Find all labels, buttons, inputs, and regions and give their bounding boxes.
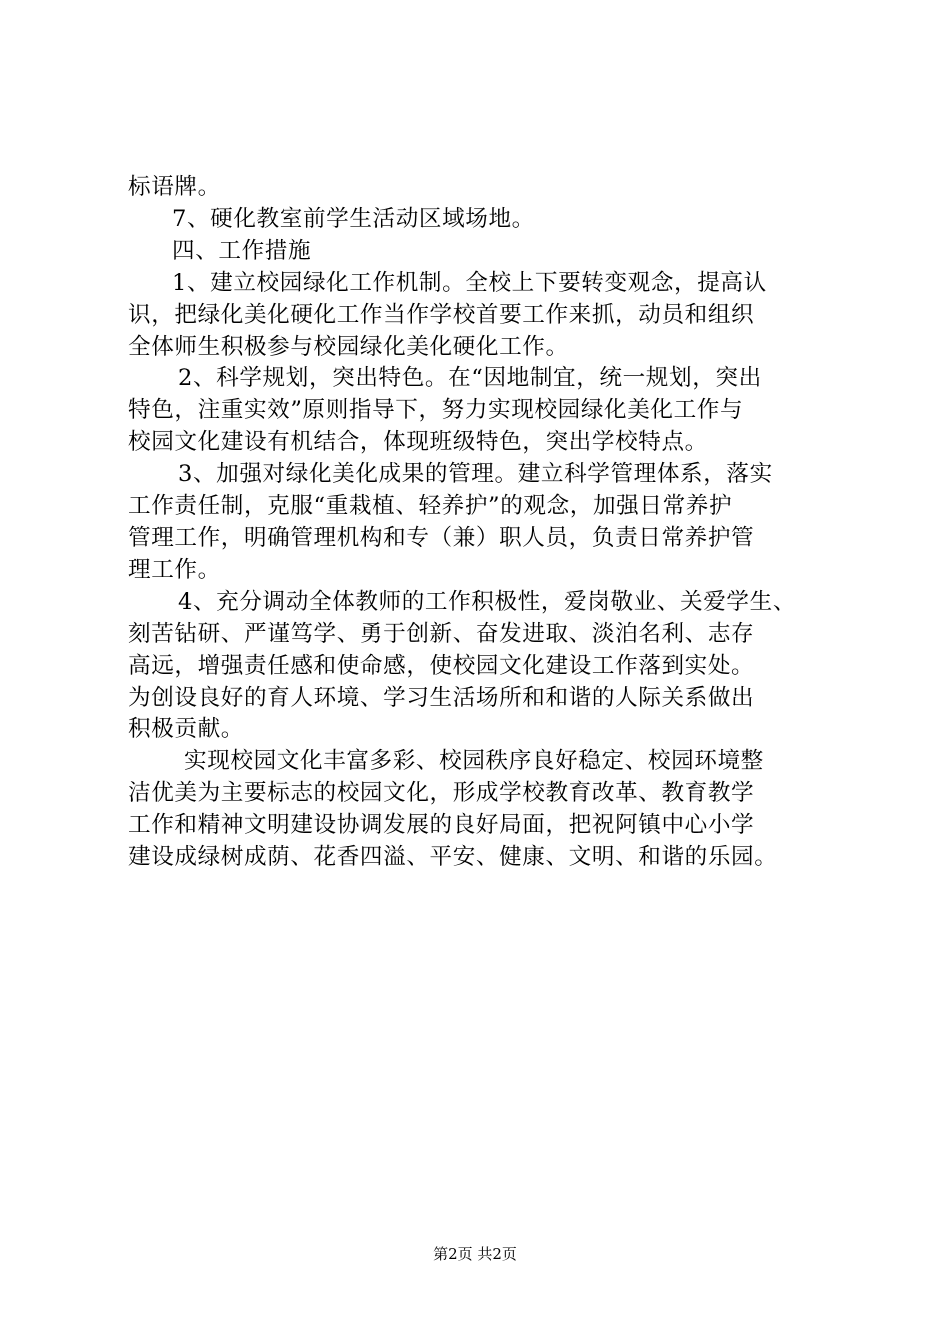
paragraph <box>128 172 840 204</box>
text-line: 3、加强对绿化美化成果的管理。建立科学管理体系，落实 <box>178 461 773 488</box>
text-line: 识，把绿化美化硬化工作当作学校首要工作来抓，动员和组织 <box>128 301 755 328</box>
text-line: 理工作。 <box>128 556 221 583</box>
text-line: 管理工作，明确管理机构和专（兼）职人员，负责日常养护管 <box>128 524 755 551</box>
text-line: 积极贡献。 <box>128 716 244 743</box>
text-line: 实现校园文化丰富多彩、校园秩序良好稳定、校园环境整 <box>184 748 764 775</box>
text-line: 全体师生积极参与校园绿化美化硬化工作。 <box>128 333 569 360</box>
document-body <box>128 172 840 874</box>
paragraph <box>128 459 840 587</box>
paragraph <box>128 746 840 874</box>
text-line: 洁优美为主要标志的校园文化，形成学校教育改革、教育教学 <box>128 780 755 807</box>
paragraph <box>128 268 840 364</box>
text-line: 7、硬化教室前学生活动区域场地。 <box>172 205 535 232</box>
text-line: 特色，注重实效”原则指导下，努力实现校园绿化美化工作与 <box>128 397 744 424</box>
paragraph <box>128 363 840 459</box>
text-line: 标语牌。 <box>128 174 221 200</box>
text-line: 4、充分调动全体教师的工作积极性，爱岗敬业、关爱学生、 <box>178 588 797 615</box>
page-footer: 第2页 共2页 <box>433 1245 517 1263</box>
paragraph <box>128 204 840 236</box>
paragraph <box>128 587 840 747</box>
text-line: 2、科学规划，突出特色。在“因地制宜，统一规划，突出 <box>178 365 762 392</box>
text-line: 高远，增强责任感和使命感，使校园文化建设工作落到实处。 <box>128 652 755 679</box>
text-line: 工作责任制，克服“重栽植、轻养护”的观念，加强日常养护 <box>128 493 733 520</box>
text-line: 工作和精神文明建设协调发展的良好局面，把祝阿镇中心小学 <box>128 812 755 839</box>
text-line: 四、工作措施 <box>172 237 312 264</box>
text-line: 建设成绿树成荫、花香四溢、平安、健康、文明、和谐的乐园。 <box>128 844 778 871</box>
paragraph <box>128 236 840 268</box>
text-line: 校园文化建设有机结合，体现班级特色，突出学校特点。 <box>128 429 708 456</box>
text-line: 刻苦钻研、严谨笃学、勇于创新、奋发进取、淡泊名利、志存 <box>128 620 755 647</box>
text-line: 为创设良好的育人环境、学习生活场所和和谐的人际关系做出 <box>128 684 755 711</box>
text-line: 1、建立校园绿化工作机制。全校上下要转变观念，提高认 <box>172 269 767 296</box>
